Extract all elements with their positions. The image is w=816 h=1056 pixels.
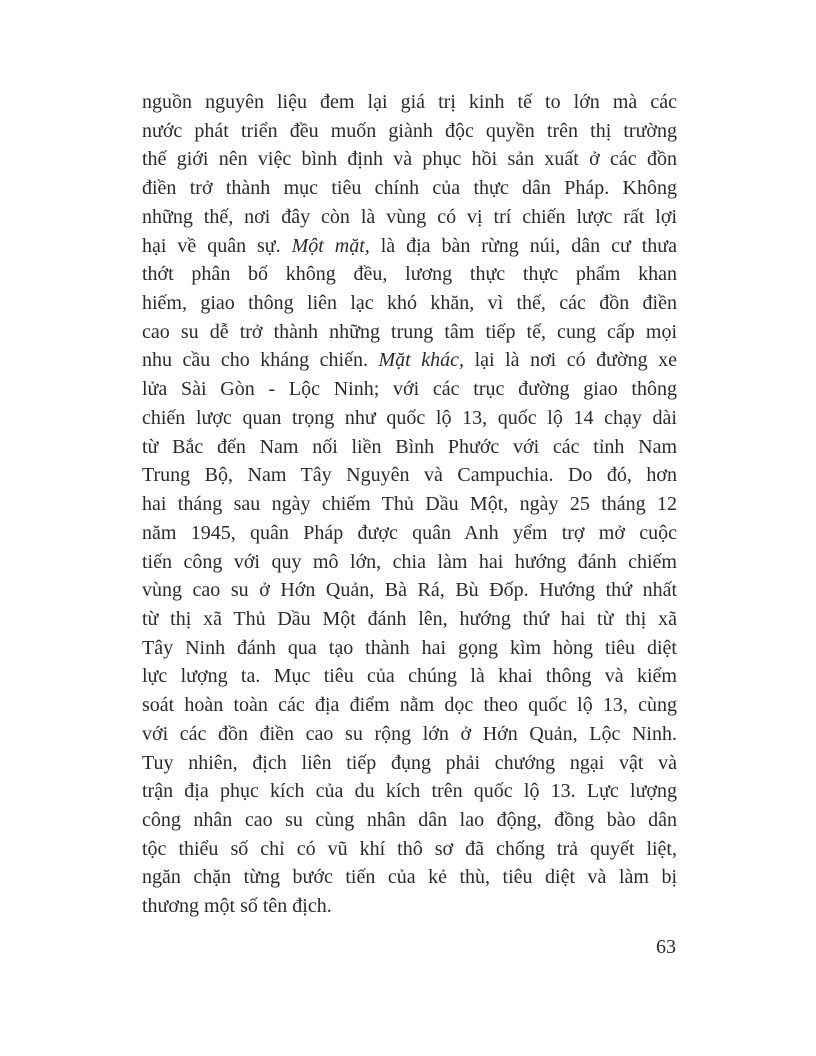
text-line: thế giới nên việc bình định và phục hồi sản xuất ở các đồn — [142, 148, 677, 171]
text-line: Trung Bộ, Nam Tây Nguyên và Campuchia. Do đó, hơn — [142, 464, 677, 487]
text-segment: lại là nơi có đường xe — [464, 349, 677, 372]
text-segment: hại về quân sự. — [142, 234, 292, 257]
text-line: ngăn chặn từng bước tiến của kẻ thù, tiêu diệt và làm bị — [142, 866, 677, 889]
text-line: hiếm, giao thông liên lạc khó khăn, vì thế, các đồn điền — [142, 292, 677, 315]
text-line: lửa Sài Gòn - Lộc Ninh; với các trục đường giao thông — [142, 378, 677, 401]
text-line: nguồn nguyên liệu đem lại giá trị kinh tế to lớn mà các — [142, 91, 677, 113]
text-line: tộc thiểu số chỉ có vũ khí thô sơ đã chống trả quyết liệt, — [142, 837, 677, 860]
text-line: năm 1945, quân Pháp được quân Anh yểm trợ mở cuộc — [142, 521, 677, 544]
text-line: cao su dễ trở thành những trung tâm tiếp tế, cung cấp mọi — [142, 320, 677, 343]
text-line: nước phát triển đều muốn giành độc quyền trên thị trường — [142, 119, 677, 142]
text-line: điền trở thành mục tiêu chính của thực dân Pháp. Không — [142, 177, 677, 200]
text-line: chiến lược quan trọng như quốc lộ 13, quốc lộ 14 chạy dài — [142, 406, 677, 429]
text-line: vùng cao su ở Hớn Quản, Bà Rá, Bù Đốp. Hướng thứ nhất — [142, 579, 677, 602]
text-line: tiến công với quy mô lớn, chia làm hai hướng đánh chiếm — [142, 550, 677, 573]
page-number: 63 — [656, 936, 676, 958]
text-line: với các đồn điền cao su rộng lớn ở Hớn Quản, Lộc Ninh. — [142, 722, 677, 745]
text-line: từ Bắc đến Nam nối liền Bình Phước với các tỉnh Nam — [142, 435, 677, 458]
text-line — [142, 232, 677, 261]
text-line: lực lượng ta. Mục tiêu của chúng là khai thông và kiểm — [142, 665, 677, 688]
text-line: Tuy nhiên, địch liên tiếp đụng phải chướng ngại vật và — [142, 751, 677, 774]
text-line: từ thị xã Thủ Dầu Một đánh lên, hướng thứ hai từ thị xã — [142, 607, 677, 630]
text-line: những thế, nơi đây còn là vùng có vị trí chiến lược rất lợi — [142, 205, 677, 228]
text-line: trận địa phục kích của du kích trên quốc lộ 13. Lực lượng — [142, 780, 677, 803]
text-line: soát hoàn toàn các địa điểm nằm dọc theo quốc lộ 13, cùng — [142, 694, 677, 717]
text-segment: nhu cầu cho kháng chiến. — [142, 349, 379, 372]
text-line: Tây Ninh đánh qua tạo thành hai gọng kìm hòng tiêu diệt — [142, 636, 677, 659]
italic-phrase: Một mặt, — [291, 234, 370, 257]
italic-phrase: Mặt khác, — [378, 349, 465, 372]
text-line — [142, 346, 677, 375]
text-segment: là địa bàn rừng núi, dân cư thưa — [369, 234, 677, 257]
text-line: thớt phân bố không đều, lương thực thực phẩm khan — [142, 263, 677, 286]
text-line: thương một số tên địch. — [142, 895, 332, 918]
body-paragraph — [142, 88, 677, 921]
text-line: hai tháng sau ngày chiếm Thủ Dầu Một, ngày 25 tháng 12 — [142, 493, 677, 516]
text-line: công nhân cao su cùng nhân dân lao động, đồng bào dân — [142, 808, 677, 831]
